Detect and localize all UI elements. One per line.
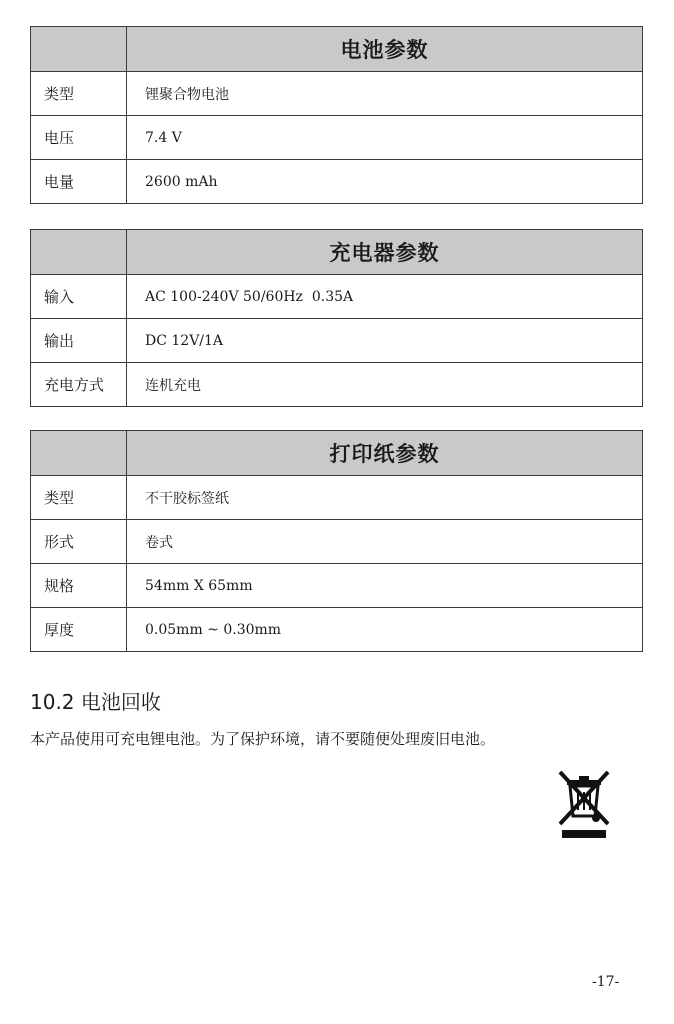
row-value: 0.05mm ~ 0.30mm <box>127 608 643 652</box>
row-value: 7.4 V <box>127 116 643 160</box>
table-title: 打印纸参数 <box>127 431 643 476</box>
table-row <box>31 116 643 160</box>
row-value: 卷式 <box>127 520 643 564</box>
row-value: 不干胶标签纸 <box>127 476 643 520</box>
table-row <box>31 564 643 608</box>
table-header-row <box>31 431 643 476</box>
row-label: 规格 <box>31 564 127 608</box>
row-label: 形式 <box>31 520 127 564</box>
row-label: 类型 <box>31 476 127 520</box>
row-label: 电压 <box>31 116 127 160</box>
header-empty-cell <box>31 431 127 476</box>
row-value: 锂聚合物电池 <box>127 72 643 116</box>
table-header-row <box>31 230 643 275</box>
table-row <box>31 160 643 204</box>
row-value: AC 100-240V 50/60Hz 0.35A <box>127 275 643 319</box>
table-title: 充电器参数 <box>127 230 643 275</box>
table-row <box>31 72 643 116</box>
charger-spec-table <box>30 229 643 407</box>
table-row <box>31 275 643 319</box>
row-value: DC 12V/1A <box>127 319 643 363</box>
row-value: 2600 mAh <box>127 160 643 204</box>
header-empty-cell <box>31 230 127 275</box>
row-label: 电量 <box>31 160 127 204</box>
page-number: -17- <box>592 974 620 990</box>
battery-spec-table <box>30 26 643 204</box>
section-body-text: 本产品使用可充电锂电池。为了保护环境，请不要随便处理废旧电池。 <box>30 730 496 748</box>
row-value: 54mm X 65mm <box>127 564 643 608</box>
section-heading: 10.2 电池回收 <box>30 690 161 714</box>
row-value: 连机充电 <box>127 363 643 407</box>
header-empty-cell <box>31 27 127 72</box>
crossed-out-wheelie-bin-icon <box>552 766 616 840</box>
row-label: 输出 <box>31 319 127 363</box>
table-row <box>31 520 643 564</box>
row-label: 厚度 <box>31 608 127 652</box>
paper-spec-table <box>30 430 643 652</box>
row-label: 输入 <box>31 275 127 319</box>
row-label: 充电方式 <box>31 363 127 407</box>
table-row <box>31 363 643 407</box>
table-title: 电池参数 <box>127 27 643 72</box>
row-label: 类型 <box>31 72 127 116</box>
table-row <box>31 476 643 520</box>
table-row <box>31 608 643 652</box>
table-header-row <box>31 27 643 72</box>
table-row <box>31 319 643 363</box>
